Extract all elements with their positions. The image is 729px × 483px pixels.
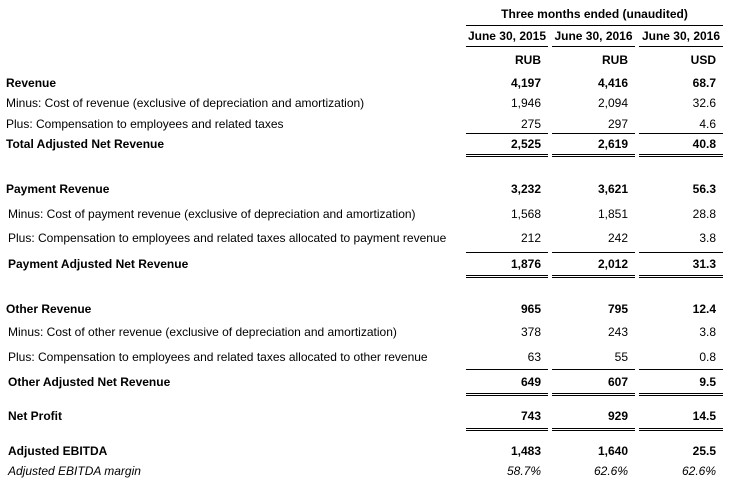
- total-double-rule: [466, 275, 548, 278]
- subtotal-rule: [466, 369, 548, 370]
- row-label-cost-of-other-revenue: Minus: Cost of other revenue (exclusive of depreciation and amortization): [8, 325, 397, 339]
- row-label-other-revenue: Other Revenue: [6, 302, 92, 316]
- subtotal-rule: [639, 252, 723, 253]
- total-double-rule: [466, 428, 548, 431]
- column-header-2015: June 30, 2015: [467, 29, 547, 43]
- group-header-rule: [466, 25, 723, 26]
- cell-payment-adjusted-2016-usd: 31.3: [692, 257, 716, 271]
- cell-comp-other-2016-rub: 55: [614, 350, 628, 364]
- subtotal-rule: [552, 133, 635, 134]
- row-label-compensation-other: Plus: Compensation to employees and related taxes allocated to other revenue: [8, 350, 428, 364]
- row-label-cost-of-payment-revenue: Minus: Cost of payment revenue (exclusive of depreciation and amortization): [8, 207, 416, 221]
- total-double-rule: [552, 154, 635, 157]
- cell-other-adjusted-2016-usd: 9.5: [699, 375, 716, 389]
- cell-ebitda-2015: 1,483: [510, 444, 541, 458]
- cell-other-adjusted-2015: 649: [520, 375, 541, 389]
- total-double-rule: [552, 428, 635, 431]
- cell-other-adjusted-2016-rub: 607: [607, 375, 628, 389]
- cell-cost-of-revenue-2016-usd: 32.6: [692, 96, 716, 110]
- column-header-2016-usd: June 30, 2016: [641, 29, 721, 43]
- cell-other-revenue-2016-rub: 795: [607, 302, 628, 316]
- cell-total-adjusted-2016-usd: 40.8: [692, 137, 716, 151]
- column-header-rule-2: [552, 46, 635, 47]
- cell-cost-other-2015: 378: [520, 325, 541, 339]
- column-header-rule-3: [639, 46, 723, 47]
- cell-total-adjusted-2016-rub: 2,619: [597, 137, 628, 151]
- total-double-rule: [552, 275, 635, 278]
- total-double-rule: [552, 393, 635, 396]
- row-label-total-adjusted-net-revenue: Total Adjusted Net Revenue: [6, 137, 165, 151]
- row-label-other-adjusted-net-revenue: Other Adjusted Net Revenue: [8, 375, 171, 389]
- total-double-rule: [639, 428, 723, 431]
- row-label-net-profit: Net Profit: [8, 409, 62, 423]
- total-double-rule: [639, 154, 723, 157]
- cell-payment-revenue-2016-rub: 3,621: [597, 182, 628, 196]
- cell-cost-other-2016-rub: 243: [607, 325, 628, 339]
- subtotal-rule: [466, 252, 548, 253]
- cell-ebitda-2016-rub: 1,640: [597, 444, 628, 458]
- row-label-revenue: Revenue: [6, 76, 57, 90]
- cell-net-profit-2015: 743: [520, 409, 541, 423]
- row-label-compensation-payment: Plus: Compensation to employees and related taxes allocated to payment revenue: [8, 231, 447, 245]
- currency-rub-2015: RUB: [515, 53, 541, 67]
- cell-payment-revenue-2016-usd: 56.3: [692, 182, 716, 196]
- cell-compensation-2015: 275: [520, 117, 541, 131]
- cell-comp-payment-2016-usd: 3.8: [699, 231, 716, 245]
- total-double-rule: [639, 393, 723, 396]
- cell-compensation-2016-usd: 4.6: [699, 117, 716, 131]
- cell-net-profit-2016-usd: 14.5: [692, 409, 716, 423]
- cell-cost-of-revenue-2015: 1,946: [510, 96, 541, 110]
- subtotal-rule: [552, 252, 635, 253]
- column-header-rule-1: [466, 46, 548, 47]
- cell-cost-payment-2016-usd: 28.8: [692, 207, 716, 221]
- cell-total-adjusted-2015: 2,525: [510, 137, 541, 151]
- cell-net-profit-2016-rub: 929: [607, 409, 628, 423]
- row-label-payment-revenue: Payment Revenue: [6, 182, 110, 196]
- cell-other-revenue-2015: 965: [520, 302, 541, 316]
- cell-other-revenue-2016-usd: 12.4: [692, 302, 716, 316]
- cell-payment-revenue-2015: 3,232: [510, 182, 541, 196]
- currency-usd-2016: USD: [690, 53, 716, 67]
- cell-cost-payment-2015: 1,568: [510, 207, 541, 221]
- subtotal-rule: [466, 133, 548, 134]
- cell-cost-payment-2016-rub: 1,851: [597, 207, 628, 221]
- cell-revenue-2016-usd: 68.7: [692, 76, 716, 90]
- cell-payment-adjusted-2015: 1,876: [510, 257, 541, 271]
- cell-ebitda-margin-2016-rub: 62.6%: [593, 464, 628, 478]
- cell-ebitda-margin-2016-usd: 62.6%: [681, 464, 716, 478]
- cell-ebitda-margin-2015: 58.7%: [506, 464, 541, 478]
- cell-payment-adjusted-2016-rub: 2,012: [597, 257, 628, 271]
- column-header-2016-rub: June 30, 2016: [554, 29, 633, 43]
- row-label-compensation: Plus: Compensation to employees and related taxes: [6, 117, 284, 131]
- row-label-adjusted-ebitda: Adjusted EBITDA: [8, 444, 108, 458]
- total-double-rule: [466, 154, 548, 157]
- subtotal-rule: [639, 369, 723, 370]
- subtotal-rule: [639, 133, 723, 134]
- row-label-cost-of-revenue: Minus: Cost of revenue (exclusive of depreciation and amortization): [6, 96, 365, 110]
- group-header: Three months ended (unaudited): [501, 7, 688, 21]
- cell-comp-payment-2016-rub: 242: [607, 231, 628, 245]
- cell-ebitda-2016-usd: 25.5: [692, 444, 716, 458]
- cell-compensation-2016-rub: 297: [607, 117, 628, 131]
- cell-comp-other-2015: 63: [527, 350, 541, 364]
- total-double-rule: [466, 393, 548, 396]
- cell-comp-other-2016-usd: 0.8: [699, 350, 716, 364]
- subtotal-rule: [552, 369, 635, 370]
- cell-comp-payment-2015: 212: [520, 231, 541, 245]
- cell-cost-other-2016-usd: 3.8: [699, 325, 716, 339]
- currency-rub-2016: RUB: [602, 53, 628, 67]
- row-label-adjusted-ebitda-margin: Adjusted EBITDA margin: [8, 464, 141, 478]
- total-double-rule: [639, 275, 723, 278]
- row-label-payment-adjusted-net-revenue: Payment Adjusted Net Revenue: [8, 257, 189, 271]
- cell-revenue-2016-rub: 4,416: [597, 76, 628, 90]
- cell-revenue-2015: 4,197: [510, 76, 541, 90]
- cell-cost-of-revenue-2016-rub: 2,094: [597, 96, 628, 110]
